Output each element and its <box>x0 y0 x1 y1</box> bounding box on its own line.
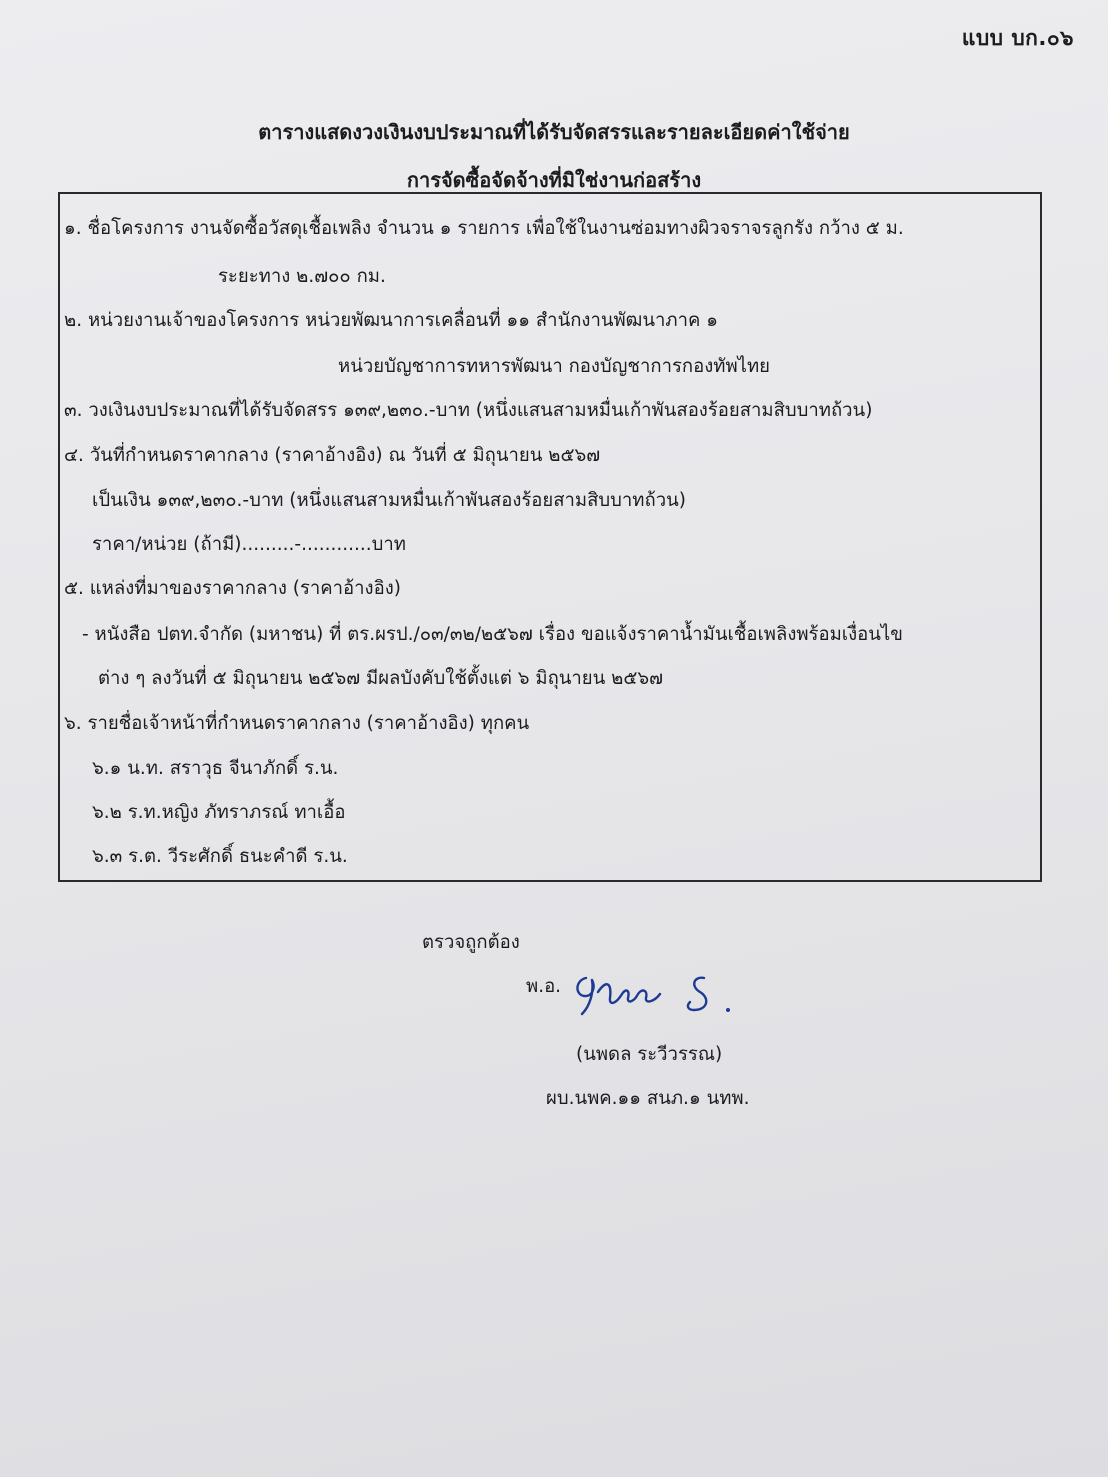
document-subtitle: การจัดซื้อจัดจ้างที่มิใช่งานก่อสร้าง <box>406 168 702 192</box>
item-6-officers: ๖. รายชื่อเจ้าหน้าที่กำหนดราคากลาง (ราคาอ้างอิง) ทุกคน <box>64 713 530 734</box>
signer-name: (นพดล ระวีวรรณ) <box>576 1044 723 1065</box>
item-6-officer-1: ๖.๑ น.ท. สราวุธ จีนาภักดิ์ ร.น. <box>92 758 339 779</box>
signer-position: ผบ.นพค.๑๑ สนภ.๑ นทพ. <box>546 1088 750 1109</box>
item-4-unit-price: ราคา/หน่วย (ถ้ามี).........-............บาท <box>92 534 406 555</box>
item-2-owner-unit: ๒. หน่วยงานเจ้าของโครงการ หน่วยพัฒนาการเคลื่อนที่ ๑๑ สำนักงานพัฒนาภาค ๑ <box>64 310 719 331</box>
handwritten-signature <box>572 970 742 1020</box>
item-5-reference-letter: - หนังสือ ปตท.จำกัด (มหาชน) ที่ ตร.ผรป./๐๓/๓๒/๒๕๖๗ เรื่อง ขอแจ้งราคาน้ำมันเชื้อเพลิงพร้อมเงื่อนไข <box>82 624 903 645</box>
item-1-distance: ระยะทาง ๒.๗๐๐ กม. <box>218 266 386 287</box>
item-6-officer-3: ๖.๓ ร.ต. วีระศักดิ์ ธนะคำดี ร.น. <box>92 846 348 867</box>
item-1-project-name: ๑. ชื่อโครงการ งานจัดซื้อวัสดุเชื้อเพลิง จำนวน ๑ รายการ เพื่อใช้ในงานซ่อมทางผิวจราจรลูกรัง กว้าง ๕ ม. <box>64 218 904 239</box>
form-code: แบบ บก.๐๖ <box>961 26 1074 50</box>
project-info-box <box>58 192 1042 882</box>
document-title: ตารางแสดงวงเงินงบประมาณที่ได้รับจัดสรรและรายละเอียดค่าใช้จ่าย <box>258 120 850 144</box>
item-5-effective-date: ต่าง ๆ ลงวันที่ ๕ มิถุนายน ๒๕๖๗ มีผลบังคับใช้ตั้งแต่ ๖ มิถุนายน ๒๕๖๗ <box>98 668 664 689</box>
item-2-owner-command: หน่วยบัญชาการทหารพัฒนา กองบัญชาการกองทัพไทย <box>338 356 770 377</box>
item-4-reference-date: ๔. วันที่กำหนดราคากลาง (ราคาอ้างอิง) ณ วันที่ ๕ มิถุนายน ๒๕๖๗ <box>64 445 601 466</box>
item-5-price-source: ๕. แหล่งที่มาของราคากลาง (ราคาอ้างอิง) <box>64 578 401 599</box>
item-4-amount: เป็นเงิน ๑๓๙,๒๓๐.-บาท (หนึ่งแสนสามหมื่นเก้าพันสองร้อยสามสิบบาทถ้วน) <box>92 490 686 511</box>
item-6-officer-2: ๖.๒ ร.ท.หญิง ภัทราภรณ์ ทาเอื้อ <box>92 802 346 823</box>
item-3-budget: ๓. วงเงินงบประมาณที่ได้รับจัดสรร ๑๓๙,๒๓๐.-บาท (หนึ่งแสนสามหมื่นเก้าพันสองร้อยสามสิบบาทถ้วน) <box>64 400 873 421</box>
verified-label: ตรวจถูกต้อง <box>422 932 520 953</box>
signer-rank: พ.อ. <box>526 976 562 997</box>
